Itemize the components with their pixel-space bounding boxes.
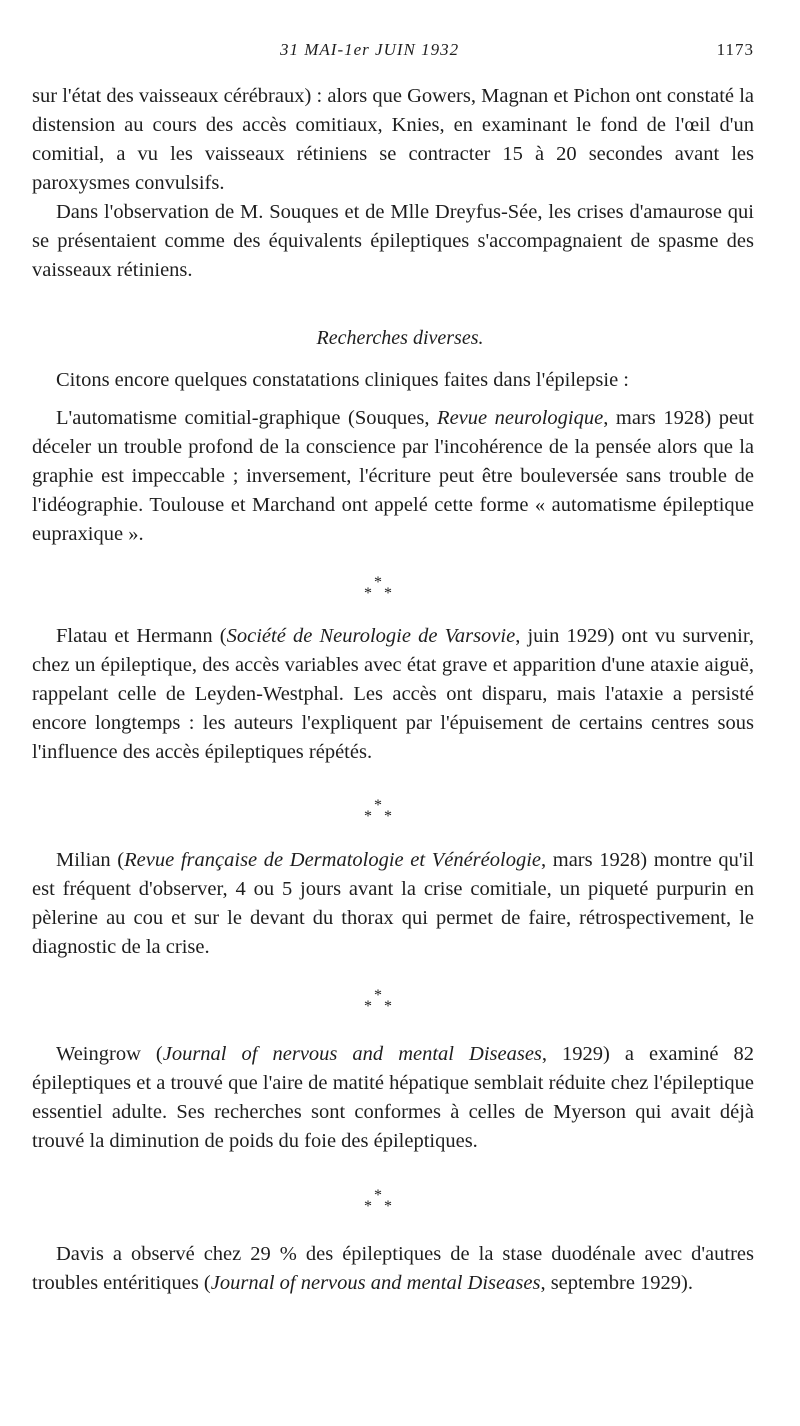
page-number: 1173 xyxy=(716,40,754,59)
milian-block xyxy=(32,846,754,962)
paragraph-vaisseaux: sur l'état des vaisseaux cérébraux) : alors que Gowers, Magnan et Pichon ont constaté la distension au cours des accès comitiaux, Knies, en examinant le fond de l'œil d'un comitial, a vu les vaisseaux rétiniens se contracter 15 à 20 secondes avant les paroxysmes convulsifs. xyxy=(32,85,754,194)
journal-title: Revue neurologique xyxy=(437,407,604,429)
paragraph-davis xyxy=(32,1240,754,1298)
running-title: 31 MAI-1er JUIN 1932 xyxy=(280,40,460,59)
weingrow-block xyxy=(32,1040,754,1156)
intro-block xyxy=(32,82,754,285)
text-run: Milian ( xyxy=(56,849,125,871)
text-run: , mars 1928) peut déceler un trouble profond de la conscience par l'incohérence de la pensée alors que la graphie est impeccable ; inversement, l'écriture peut être bouleversée sans trouble de l'idéographie. Toulouse et Marchand ont appelé cette forme « automatisme épileptique eupraxique ». xyxy=(32,407,754,545)
davis-block xyxy=(32,1240,754,1298)
text-run: Flatau et Hermann ( xyxy=(56,625,227,647)
paragraph-automatisme xyxy=(32,404,754,549)
paragraph-weingrow xyxy=(32,1040,754,1156)
paragraph-milian xyxy=(32,846,754,962)
section-ornament: * * * xyxy=(364,574,396,602)
text-run: , mars 1928) montre qu'il est fréquent d'observer, 4 ou 5 jours avant la crise comitiale, un piqueté purpurin en pèlerine au cou et sur le devant du thorax qui permet de faire, rétrospectivement, le diagnostic de la crise. xyxy=(32,849,755,958)
text-run: , septembre 1929). xyxy=(540,1272,694,1294)
journal-title: Revue française de Dermatologie et Vénéréologie xyxy=(124,849,541,871)
page-header xyxy=(280,40,754,66)
paragraph-citons: Citons encore quelques constatations cliniques faites dans l'épilepsie : xyxy=(56,369,629,391)
section-lead-block xyxy=(32,366,754,395)
text-run: Davis a observé chez 29 % des épileptiques de la stase duodénale avec d'autres troubles entéritiques ( xyxy=(32,1243,754,1294)
paragraph-flatau xyxy=(32,622,754,767)
section-ornament: * * * xyxy=(364,797,396,825)
text-run: , juin 1929) ont vu survenir, chez un épileptique, des accès variables avec état grave et apparition d'une ataxie aiguë, rappelant celle de Leyden-Westphal. Les accès ont disparu, mais l'ataxie a persisté encore longtemps : les auteurs l'expliquent par l'épuisement de certains centres sous l'influence des accès épileptiques répétés. xyxy=(32,625,754,763)
text-run: Weingrow ( xyxy=(56,1043,163,1065)
journal-title: Journal of nervous and mental Diseases xyxy=(162,1043,542,1065)
automatisme-block xyxy=(32,404,754,549)
paragraph-souques-dreyfus: Dans l'observation de M. Souques et de Mlle Dreyfus-Sée, les crises d'amaurose qui se présentaient comme des équivalents épileptiques s'accompagnaient de spasme des vaisseaux rétiniens. xyxy=(32,201,754,281)
journal-title: Société de Neurologie de Varsovie xyxy=(226,625,516,647)
journal-title: Journal of nervous and mental Diseases xyxy=(210,1272,541,1294)
section-ornament: * * * xyxy=(364,1187,396,1215)
flatau-block xyxy=(32,622,754,767)
text-run: , 1929) a examiné 82 épileptiques et a trouvé que l'aire de matité hépatique semblait réduite chez l'épileptique essentiel adulte. Ses recherches sont conformes à celles de Myerson qui avait déjà trouvé la diminution de poids du foie des épileptiques. xyxy=(32,1043,754,1152)
section-ornament: * * * xyxy=(364,987,396,1015)
section-heading: Recherches diverses. xyxy=(316,327,484,349)
text-run: L'automatisme comitial-graphique (Souques, xyxy=(56,407,438,429)
